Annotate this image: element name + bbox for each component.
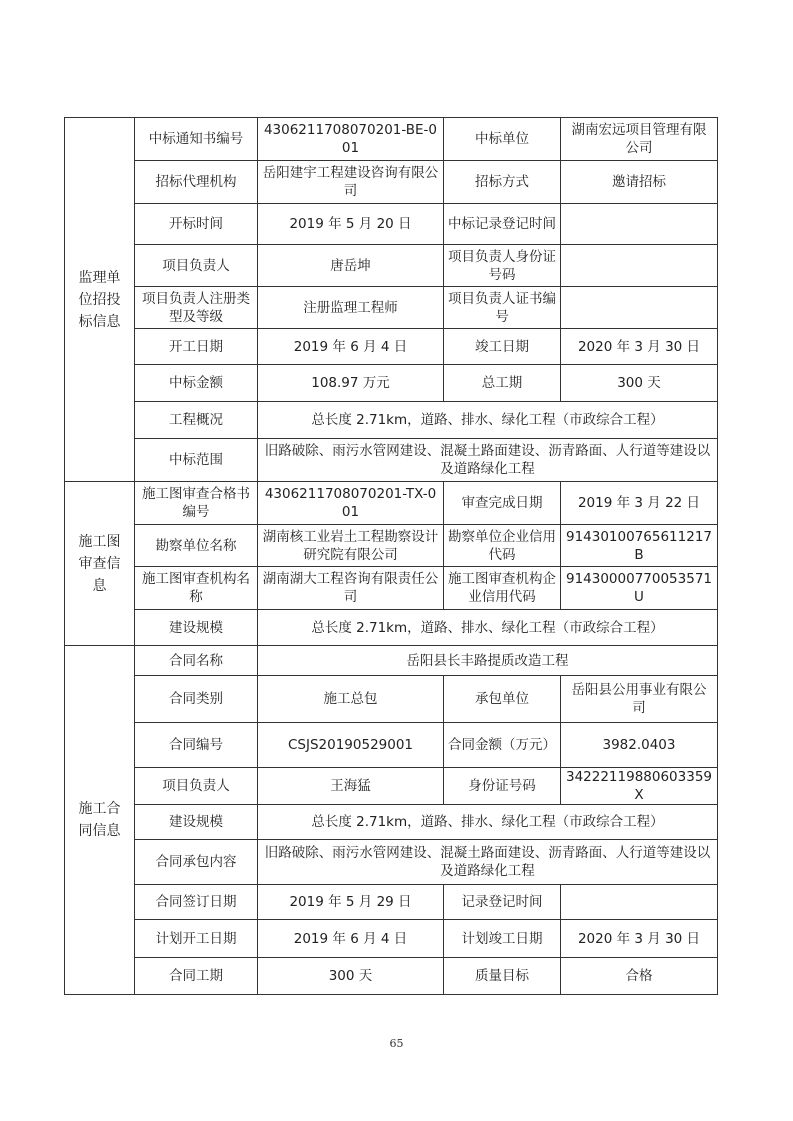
value-cell — [561, 204, 718, 245]
value-cell — [561, 287, 718, 329]
label-cell: 中标金额 — [135, 365, 258, 402]
value-cell: 旧路破除、雨污水管网建设、混凝土路面建设、沥青路面、人行道等建设以及道路绿化工程 — [258, 439, 718, 482]
label-cell: 建设规模 — [135, 805, 258, 840]
value-cell: 邀请招标 — [561, 161, 718, 204]
label-cell: 合同金额（万元） — [444, 723, 561, 768]
table-row — [65, 482, 718, 525]
label-cell: 招标代理机构 — [135, 161, 258, 204]
value-cell: 34222119880603359X — [561, 768, 718, 805]
value-cell: 300 天 — [258, 958, 444, 995]
table-row — [65, 287, 718, 329]
table-row — [65, 161, 718, 204]
table-row — [65, 676, 718, 723]
label-cell: 合同名称 — [135, 646, 258, 676]
value-cell: 岳阳县长丰路提质改造工程 — [258, 646, 718, 676]
value-cell: 岳阳县公用事业有限公司 — [561, 676, 718, 723]
label-cell: 施工图审查机构企业信用代码 — [444, 567, 561, 610]
label-cell: 记录登记时间 — [444, 885, 561, 920]
label-cell: 施工图审查机构名称 — [135, 567, 258, 610]
label-cell: 中标单位 — [444, 118, 561, 161]
table-row — [65, 805, 718, 840]
value-cell: 2019 年 6 月 4 日 — [258, 920, 444, 958]
label-cell: 合同签订日期 — [135, 885, 258, 920]
value-cell: 总长度 2.71km，道路、排水、绿化工程（市政综合工程） — [258, 610, 718, 646]
table-row — [65, 245, 718, 287]
value-cell: 300 天 — [561, 365, 718, 402]
label-cell: 开工日期 — [135, 329, 258, 365]
value-cell — [561, 245, 718, 287]
table-row — [65, 723, 718, 768]
label-cell: 合同承包内容 — [135, 840, 258, 885]
value-cell: 3982.0403 — [561, 723, 718, 768]
value-cell: 91430100765611217B — [561, 525, 718, 567]
label-cell: 项目负责人证书编号 — [444, 287, 561, 329]
section-title-drawing-review: 施工图审查信息 — [65, 482, 135, 646]
label-cell: 竣工日期 — [444, 329, 561, 365]
page-number: 65 — [389, 1037, 404, 1050]
label-cell: 合同类别 — [135, 676, 258, 723]
value-cell — [561, 885, 718, 920]
value-cell: 合格 — [561, 958, 718, 995]
table-row — [65, 920, 718, 958]
value-cell: 湖南湖大工程咨询有限责任公司 — [258, 567, 444, 610]
value-cell: 旧路破除、雨污水管网建设、混凝土路面建设、沥青路面、人行道等建设以及道路绿化工程 — [258, 840, 718, 885]
table-row — [65, 567, 718, 610]
value-cell: 4306211708070201-TX-001 — [258, 482, 444, 525]
label-cell: 项目负责人注册类型及等级 — [135, 287, 258, 329]
value-cell: 108.97 万元 — [258, 365, 444, 402]
value-cell: 湖南宏远项目管理有限公司 — [561, 118, 718, 161]
table-row — [65, 365, 718, 402]
value-cell: 总长度 2.71km，道路、排水、绿化工程（市政综合工程） — [258, 805, 718, 840]
value-cell: 2019 年 5 月 20 日 — [258, 204, 444, 245]
label-cell: 项目负责人 — [135, 768, 258, 805]
info-table — [64, 117, 718, 995]
value-cell: 王海猛 — [258, 768, 444, 805]
label-cell: 合同工期 — [135, 958, 258, 995]
table-row — [65, 840, 718, 885]
value-cell: CSJS20190529001 — [258, 723, 444, 768]
table-row — [65, 610, 718, 646]
value-cell: 总长度 2.71km，道路、排水、绿化工程（市政综合工程） — [258, 402, 718, 439]
table-row — [65, 958, 718, 995]
table-row — [65, 204, 718, 245]
value-cell: 湖南核工业岩土工程勘察设计研究院有限公司 — [258, 525, 444, 567]
label-cell: 招标方式 — [444, 161, 561, 204]
table-row — [65, 329, 718, 365]
label-cell: 工程概况 — [135, 402, 258, 439]
label-cell: 身份证号码 — [444, 768, 561, 805]
value-cell: 91430000770053571U — [561, 567, 718, 610]
value-cell: 2020 年 3 月 30 日 — [561, 920, 718, 958]
table-row — [65, 885, 718, 920]
label-cell: 勘察单位名称 — [135, 525, 258, 567]
value-cell: 施工总包 — [258, 676, 444, 723]
table-row — [65, 402, 718, 439]
value-cell: 2019 年 6 月 4 日 — [258, 329, 444, 365]
label-cell: 中标通知书编号 — [135, 118, 258, 161]
label-cell: 中标记录登记时间 — [444, 204, 561, 245]
value-cell: 岳阳建宇工程建设咨询有限公司 — [258, 161, 444, 204]
table-row — [65, 646, 718, 676]
section-title-supervision: 监理单位招投标信息 — [65, 118, 135, 482]
label-cell: 承包单位 — [444, 676, 561, 723]
value-cell: 2019 年 5 月 29 日 — [258, 885, 444, 920]
label-cell: 施工图审查合格书编号 — [135, 482, 258, 525]
table-row — [65, 525, 718, 567]
label-cell: 建设规模 — [135, 610, 258, 646]
label-cell: 勘察单位企业信用代码 — [444, 525, 561, 567]
label-cell: 计划竣工日期 — [444, 920, 561, 958]
value-cell: 4306211708070201-BE-001 — [258, 118, 444, 161]
label-cell: 中标范围 — [135, 439, 258, 482]
section-title-construction-contract: 施工合同信息 — [65, 646, 135, 995]
value-cell: 注册监理工程师 — [258, 287, 444, 329]
value-cell: 2019 年 3 月 22 日 — [561, 482, 718, 525]
label-cell: 开标时间 — [135, 204, 258, 245]
label-cell: 总工期 — [444, 365, 561, 402]
label-cell: 合同编号 — [135, 723, 258, 768]
label-cell: 计划开工日期 — [135, 920, 258, 958]
label-cell: 审查完成日期 — [444, 482, 561, 525]
label-cell: 项目负责人身份证号码 — [444, 245, 561, 287]
label-cell: 项目负责人 — [135, 245, 258, 287]
table-row — [65, 439, 718, 482]
value-cell: 唐岳坤 — [258, 245, 444, 287]
table-row — [65, 118, 718, 161]
label-cell: 质量目标 — [444, 958, 561, 995]
table-row — [65, 768, 718, 805]
value-cell: 2020 年 3 月 30 日 — [561, 329, 718, 365]
